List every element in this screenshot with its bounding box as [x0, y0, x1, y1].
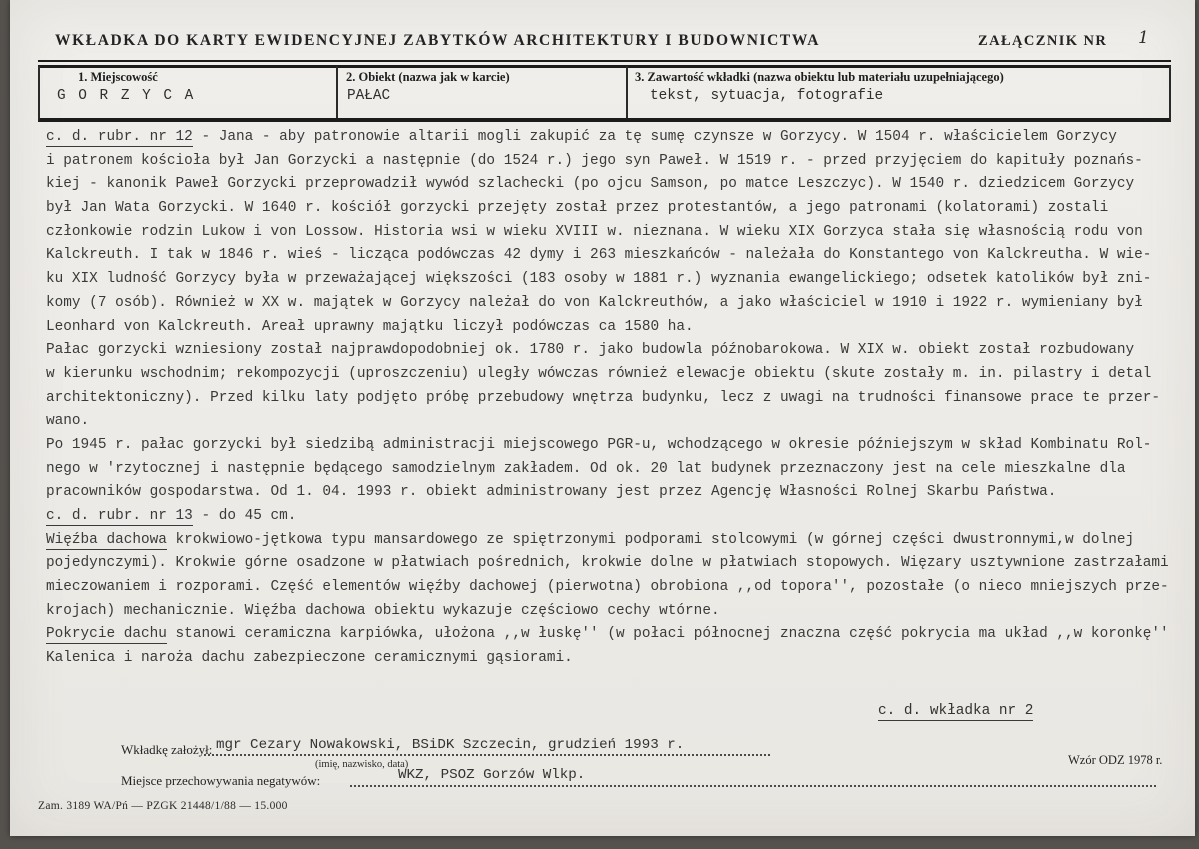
text-line [46, 532, 1186, 556]
paper-sheet [10, 0, 1195, 836]
text-line [46, 390, 1186, 414]
text-line [46, 224, 1186, 248]
line-text: wano. [46, 413, 90, 430]
line-text: - do 45 cm. [192, 508, 297, 524]
print-order-note: Zam. 3189 WA/Pń — PZGK 21448/1/88 — 15.000 [38, 800, 288, 812]
field-obiekt [336, 66, 626, 118]
text-line [46, 484, 1186, 508]
line-text: Leonhard von Kalckreuth. Areał uprawny majątku liczył podówczas ca 1580 ha. [46, 318, 694, 335]
text-line [46, 129, 1186, 153]
line-text: komy (7 osób). Również w XX w. majątek w Gorzycy należał do von Kalckreuthów, a jako właściciel w 1910 i 1922 r. wymieniany był [46, 294, 1143, 311]
line-text: pracowników gospodarstwa. Od 1. 04. 1993 r. obiekt administrowany jest przez Agencję Własności Rolnej Skarbu Państwa. [46, 484, 1057, 501]
text-line [46, 366, 1186, 390]
line-text: członkowie rodzin Lukow i von Lossow. Historia wsi w wieku XVIII w. nieznana. W wieku XIX Gorzyca stała się własnością rodu von [46, 223, 1143, 240]
text-line [46, 437, 1186, 461]
text-line [46, 247, 1186, 271]
field-zawartosc-value: tekst, sytuacja, fotografie [650, 88, 884, 104]
text-line [46, 579, 1186, 603]
line-text: - Jana - aby patronowie altarii mogli zakupić za tę sumę czynsze w Gorzycy. W 1504 r. właścicielem Gorzycy [192, 129, 1117, 145]
line-text: krokwiowo-jętkowa typu mansardowego ze spiętrzonymi podporami stolcowymi (w górnej części dwustronnymi,w dolnej [166, 531, 1135, 548]
text-line [46, 555, 1186, 579]
field-miejscowosc [40, 66, 336, 118]
line-text: Pałac gorzycki wzniesiony został najprawdopodobniej ok. 1780 r. jako budowla późnobarokowa. W XIX w. obiekt został rozbudowany [46, 342, 1135, 359]
line-text: krojach) mechanicznie. Więźba dachowa obiektu wykazuje częściowo cechy wtórne. [46, 602, 720, 619]
negatives-label: Miejsce przechowywania negatywów: [121, 773, 321, 788]
page-title: WKŁADKA DO KARTY EWIDENCYJNEJ ZABYTKÓW ARCHITEKTURY I BUDOWNICTWA [55, 32, 821, 49]
line-text: w kierunku wschodnim; rekompozycji (uproszczeniu) uległy wówczas również elewacje obiektu (skute zostały m. in. pilastry i detal [46, 365, 1152, 382]
text-line [46, 342, 1186, 366]
line-text: nego w 'rzytocznej i następnie będącego samodzielnym zakładem. Od ok. 20 lat budynek przeznaczony jest na cele mieszkalne dla [46, 460, 1126, 477]
line-text: mieczowaniem i rozporami. Część elementów więźby dachowej (pierwotna) obrobiona ,,od topora'', pozostałe (o nieco mniejszych prze- [46, 579, 1169, 596]
text-line [46, 508, 1186, 532]
underlined-heading: Pokrycie dachu [46, 626, 167, 643]
field-zawartosc-label: 3. Zawartość wkładki (nazwa obiektu lub materiału uzupełniającego) [635, 70, 1004, 84]
header-table [38, 66, 1171, 122]
attachment-number: 1 [1138, 28, 1149, 48]
attachment-label: ZAŁĄCZNIK NR [978, 33, 1108, 49]
underlined-heading: c. d. rubr. nr 13 [46, 508, 193, 524]
form-note: Wzór ODZ 1978 r. [1068, 753, 1163, 767]
text-line [46, 153, 1186, 177]
underlined-heading: Więźba dachowa [46, 531, 167, 548]
founder-caption: (imię, nazwisko, data) [315, 759, 409, 770]
line-text: Kalenica i naroża dachu zabezpieczone ceramicznymi gąsiorami. [46, 650, 573, 667]
line-text: pojedynczymi). Krokwie górne osadzone w płatwiach pośrednich, krokwie dolne w płatwiach stopowych. Więzary usztywnione zastrzałami [46, 555, 1169, 572]
text-line [46, 603, 1186, 627]
line-text: i patronem kościoła był Jan Gorzycki a następnie (do 1524 r.) jego syn Paweł. W 1519 r. - przed przyjęciem do kapituły poznańs- [46, 152, 1143, 169]
line-text: stanowi ceramiczna karpiówka, ułożona ,,w łuskę'' (w połaci północnej znaczna część pokrycia ma układ ,,w koronkę'' [166, 626, 1169, 643]
line-text: Kalckreuth. I tak w 1846 r. wieś - licząca podówczas 42 dymy i 263 mieszkańców - należała do Konstantego von Kalckreutha. W wie- [46, 247, 1152, 264]
text-line [46, 319, 1186, 343]
text-line [46, 176, 1186, 200]
text-line [46, 413, 1186, 437]
field-miejscowosc-label: 1. Miejscowość [78, 70, 158, 84]
continuation-note: c. d. wkładka nr 2 [878, 703, 1034, 719]
founder-label: Wkładkę założył: [121, 742, 213, 757]
line-text: był Jan Wata Gorzycki. W 1640 r. kościół gorzycki przejęty został przez protestantów, a jego patronami (kolatorami) zostali [46, 200, 1109, 217]
underlined-heading: c. d. rubr. nr 12 [46, 129, 193, 145]
typewritten-body [46, 129, 1186, 674]
line-text: ku XIX ludność Gorzycy była w przeważającej większości (183 osoby w 1881 r.) wyznania ewangelickiego; odsetek katolików był zni- [46, 271, 1152, 288]
line-text: Po 1945 r. pałac gorzycki był siedzibą administracji miejscowego PGR-u, wchodzącego w okresie późniejszym w skład Kombinatu Rol- [46, 436, 1152, 453]
line-text: architektoniczny). Przed kilku laty podjęto próbę przebudowy wnętrza budynku, lecz z uwagi na trudności finansowe prace te przer- [46, 389, 1161, 406]
field-obiekt-value: PAŁAC [347, 88, 391, 104]
text-line [46, 461, 1186, 485]
text-line [46, 200, 1186, 224]
field-zawartosc [626, 66, 1169, 118]
field-obiekt-label: 2. Obiekt (nazwa jak w karcie) [346, 70, 510, 84]
negatives-value: WKZ, PSOZ Gorzów Wlkp. [350, 767, 1156, 787]
founder-value: mgr Cezary Nowakowski, BSiDK Szczecin, grudzień 1993 r. [204, 737, 770, 756]
text-line [46, 271, 1186, 295]
text-line [46, 295, 1186, 319]
text-line [46, 626, 1186, 650]
field-miejscowosc-value: G O R Z Y C A [57, 88, 196, 104]
text-line [46, 650, 1186, 674]
line-text: kiej - kanonik Paweł Gorzycki przeprowadził wywód szlachecki (po ojcu Samson, po matce Leszczyc). W 1540 r. dziedzicem Gorzycy [46, 176, 1135, 193]
